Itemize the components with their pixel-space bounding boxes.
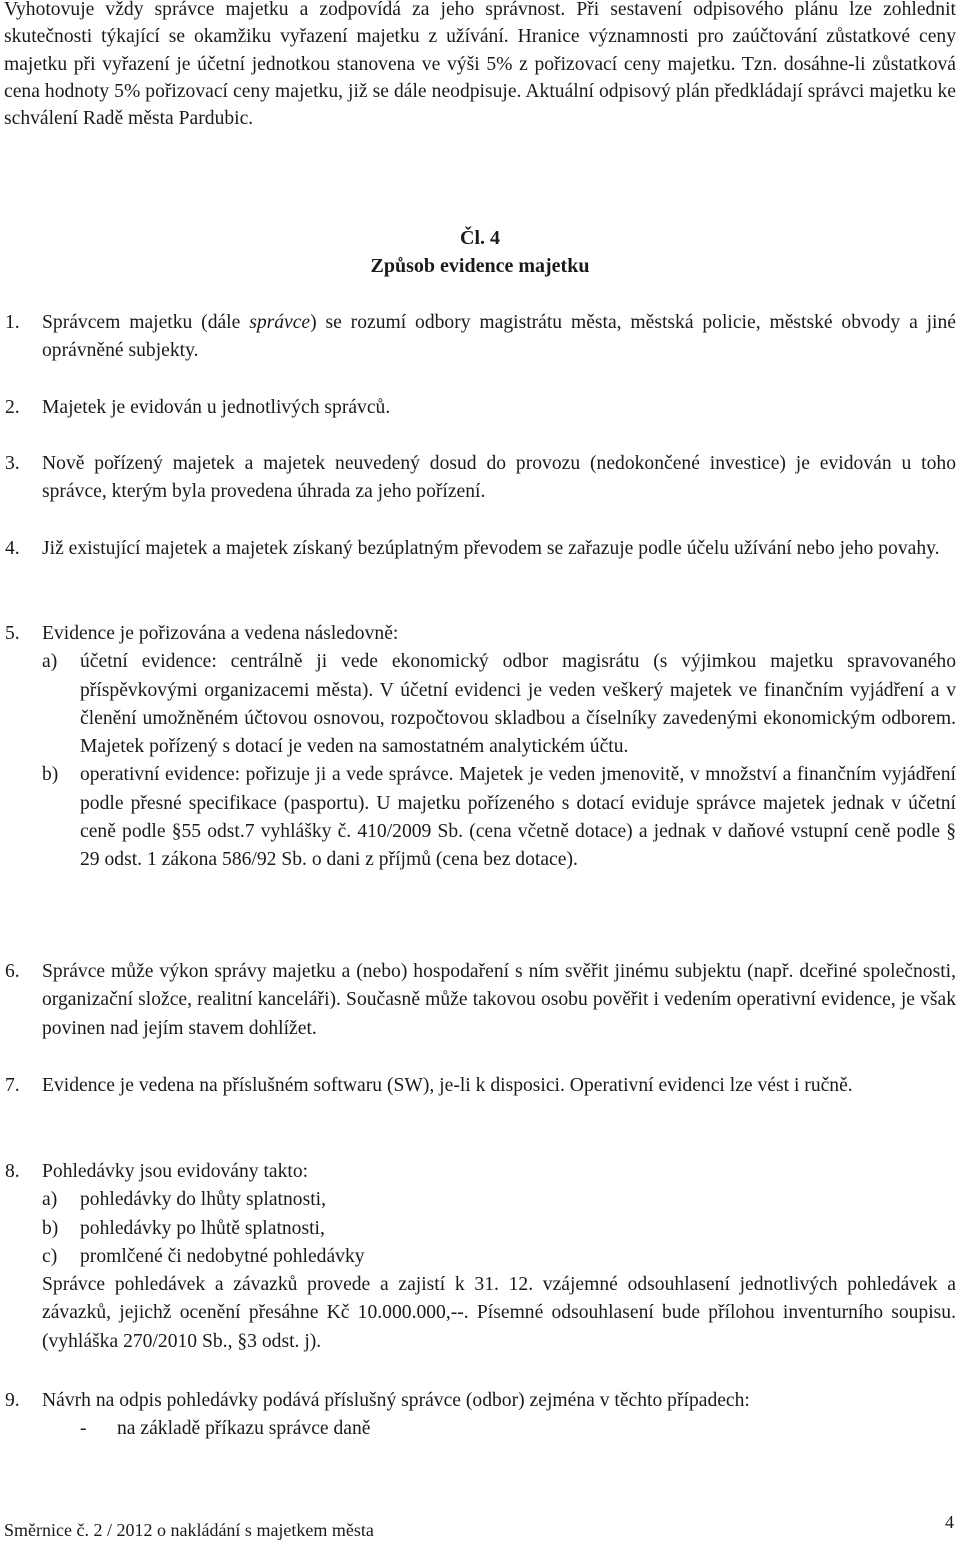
item-8	[5, 1158, 956, 1356]
list-item-a	[42, 1186, 956, 1214]
item-number: 3.	[5, 453, 20, 474]
subitem-text: operativní evidence: pořizuje ji a vede správce. Majetek je veden jmenovitě, v množství a finančním vyjádření podle přesné specifikace (pasportu). U majetku pořízeného s dotací eviduje správce majetek jednak v účetní ceně podle §55 odst.7 vyhlášky č. 410/2009 Sb. (cena včetně dotace) a jednak v daňové vstupní ceně podle § 29 odst. 1 zákona 586/92 Sb. o dani z příjmů (cena bez dotace).	[80, 764, 956, 871]
item-number: 6.	[5, 961, 20, 982]
item-text: Majetek je evidován u jednotlivých správců.	[42, 397, 391, 418]
item-5	[5, 620, 956, 875]
intro-paragraph: Vyhotovuje vždy správce majetku a zodpovídá za jeho správnost. Při sestavení odpisového plánu lze zohlednit skutečnosti týkající se okamžiku vyřazení majetku z užívání. Hranice významnosti pro zaúčtování zůstatkové ceny majetku při vyřazení je účetní jednotkou stanovena ve výši 5% z pořizovací ceny majetku. Tzn. dosáhne-li zůstatková cena hodnoty 5% pořizovací ceny majetku, již se dále neodpisuje. Aktuální odpisový plán předkládají správci majetku ke schválení Radě města Pardubic.	[4, 0, 956, 130]
subitem-label: a)	[42, 651, 58, 673]
list-item-c	[42, 1243, 956, 1271]
list-label: c)	[42, 1245, 58, 1267]
dash-bullet: -	[80, 1418, 87, 1440]
footer-title: Směrnice č. 2 / 2012 o nakládání s majetkem města	[4, 1520, 374, 1540]
subitem-label: b)	[42, 764, 59, 786]
subitem-text: účetní evidence: centrálně ji vede ekonomický odbor magisrátu (s výjimkou majetku spravovaného příspěvkovými organizacemi města). V účetní evidenci je veden veškerý majetek ve finančním vyjádření a v členění umožněném účtovou osnovou, rozpočtovou skladbou a číselníky zavedenými ekonomickým odborem. Majetek pořízený s dotací je veden na samostatném analytickém účtu.	[80, 651, 956, 758]
article-number: Čl. 4	[460, 227, 500, 249]
item-number: 9.	[5, 1390, 20, 1411]
dash-item	[80, 1415, 956, 1443]
list-text: pohledávky po lhůtě splatnosti,	[80, 1217, 325, 1239]
item-number: 1.	[5, 312, 20, 333]
item-3	[5, 450, 956, 507]
item-6	[5, 958, 956, 1043]
subitem-b	[42, 761, 956, 874]
item-text: Správce může výkon správy majetku a (nebo) hospodaření s ním svěřit jinému subjektu (např. dceřiné společnosti, organizační složce, realitní kanceláři). Současně může takovou osobu pověřit i vedením operativní evidence, je však povinen nad jejím stavem dohlížet.	[42, 961, 956, 1039]
item-2	[5, 394, 956, 422]
item-4	[5, 535, 956, 563]
page-number: 4	[945, 1512, 954, 1532]
list-text: promlčené či nedobytné pohledávky	[80, 1245, 365, 1267]
item-text-part: ) se rozumí odbory magistrátu města, městská policie, městské obvody a jiné oprávněné subjekty.	[42, 312, 956, 362]
list-text: pohledávky do lhůty splatnosti,	[80, 1189, 326, 1211]
list-label: b)	[42, 1217, 59, 1239]
list-label: a)	[42, 1189, 58, 1211]
item-text	[42, 309, 956, 366]
item-text: Evidence je pořizována a vedena následovně:	[42, 623, 399, 644]
item-text-part: Správcem majetku (dále	[42, 312, 250, 333]
item-number: 7.	[5, 1075, 20, 1096]
item-7	[5, 1072, 956, 1100]
article-title: Způsob evidence majetku	[370, 255, 590, 277]
item-text: Již existující majetek a majetek získaný bezúplatným převodem se zařazuje podle účelu užívání nebo jeho povahy.	[42, 538, 940, 559]
item-number: 5.	[5, 623, 20, 644]
item-number: 2.	[5, 397, 20, 418]
item-text: Návrh na odpis pohledávky podává příslušný správce (odbor) zejména v těchto případech:	[42, 1390, 750, 1411]
item-text: Nově pořízený majetek a majetek neuvedený dosud do provozu (nedokončené investice) je evidován u toho správce, kterým byla provedena úhrada za jeho pořízení.	[42, 453, 956, 503]
item-text: Evidence je vedena na příslušném softwaru (SW), je-li k disposici. Operativní evidenci lze vést i ručně.	[42, 1075, 853, 1096]
defined-term: správce	[249, 312, 311, 333]
reconciliation-paragraph: Správce pohledávek a závazků provede a zajistí k 31. 12. vzájemné odsouhlasení jednotlivých pohledávek a závazků, jejichž ocenění přesáhne Kč 10.000.000,--. Písemné odsouhlasení bude přílohou inventurního soupisu. (vyhláška 270/2010 Sb., §3 odst. j).	[42, 1274, 956, 1352]
item-text: Pohledávky jsou evidovány takto:	[42, 1161, 309, 1182]
subitem-a	[42, 648, 956, 761]
dash-text: na základě příkazu správce daně	[117, 1418, 371, 1440]
item-number: 4.	[5, 538, 20, 559]
item-1	[5, 309, 956, 366]
item-9	[5, 1387, 956, 1444]
item-number: 8.	[5, 1161, 20, 1182]
list-item-b	[42, 1215, 956, 1243]
receivables-list	[42, 1186, 956, 1271]
